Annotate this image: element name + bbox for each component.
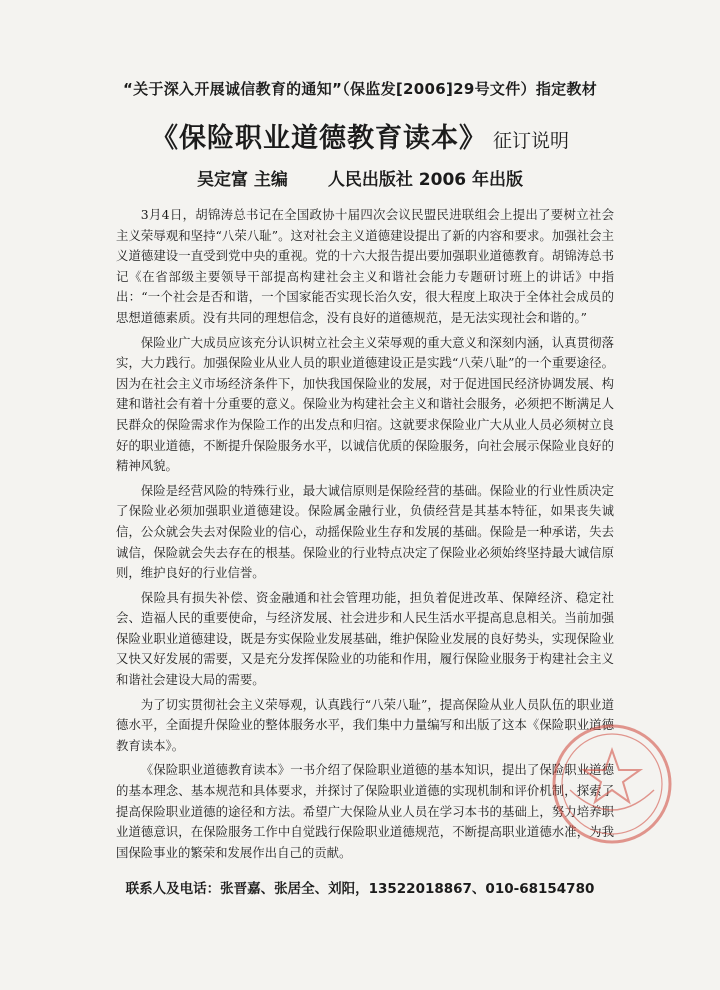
designation-line: “关于深入开展诚信教育的通知”（保监发[2006]29号文件）指定教材 <box>122 80 598 98</box>
title-suffix: 征订说明 <box>492 130 569 152</box>
paragraph: 《保险职业道德教育读本》一书介绍了保险职业道德的基本知识，提出了保险职业道德的基本理念、基本规范和具体要求，并探讨了保险职业道德的实现机制和评价机制，探索了提高保险职业道德的途径和方法。希望广大保险从业人员在学习本书的基础上，努力培养职业道德意识，在保险服务工作中自觉践行保险职业道德规范，不断提高职业道德水准，为我国保险事业的繁荣和发展作出自己的贡献。 <box>116 762 614 860</box>
paragraph: 保险是经营风险的特殊行业，最大诚信原则是保险经营的基础。保险业的行业性质决定了保险业必须加强职业道德建设。保险属金融行业，负债经营是其基本特征，如果丧失诚信，公众就会失去对保险业的信心，动摇保险业生存和发展的基础。保险是一种承诺，失去诚信，保险就会失去存在的根基。保险业的行业特点决定了保险业必须始终坚持最大诚信原则，维护良好的行业信誉。 <box>116 482 614 581</box>
byline <box>40 165 680 190</box>
publisher: 人民出版社 2006 年出版 <box>327 170 524 190</box>
contact-line: 联系人及电话：张晋嘉、张居全、刘阳，13522018867、010-68154780 <box>125 881 595 897</box>
paragraph: 3月4日，胡锦涛总书记在全国政协十届四次会议民盟民进联组会上提出了要树立社会主义荣辱观和坚持“八荣八耻”。这对社会主义道德建设提出了新的内容和要求。加强社会主义道德建设一直受到党中央的重视。党的十六大报告提出要加强职业道德教育。胡锦涛总书记《在省部级主要领导干部提高构建社会主义和谐社会能力专题研讨班上的讲话》中指出：“一个社会是否和谐，一个国家能否实现长治久安，很大程度上取决于全体社会成员的思想道德素质。没有共同的理想信念，没有良好的道德规范，是无法实现社会和谐的。” <box>116 207 614 325</box>
body-text <box>116 205 614 867</box>
book-title: 《保险职业道德教育读本》 <box>150 123 487 154</box>
paragraph: 为了切实贯彻社会主义荣辱观，认真践行“八荣八耻”，提高保险从业人员队伍的职业道德水平，全面提升保险业的整体服务水平，我们集中力量编写和出版了这本《保险职业道德教育读本》。 <box>116 696 614 753</box>
paragraph: 保险具有损失补偿、资金融通和社会管理功能，担负着促进改革、保障经济、稳定社会、造福人民的重要使命，与经济发展、社会进步和人民生活水平提高息息相关。当前加强保险业职业道德建设，既是夯实保险业发展基础，维护保险业发展的良好势头，实现保险业又快又好发展的需要，又是充分发挥保险业的功能和作用，履行保险业服务于构建社会主义和谐社会建设大局的需要。 <box>116 589 614 688</box>
document-title <box>40 116 680 155</box>
editor: 吴定富 主编 <box>196 170 288 190</box>
paragraph: 保险业广大成员应该充分认识树立社会主义荣辱观的重大意义和深刻内涵，认真贯彻落实，大力践行。加强保险业从业人员的职业道德建设正是实践“八荣八耻”的一个重要途径。因为在社会主义市场经济条件下，加快我国保险业的发展，对于促进国民经济协调发展、构建和谐社会有着十分重要的意义。保险业为构建社会主义和谐社会服务，必须把不断满足人民群众的保险需求作为保险工作的出发点和归宿。这就要求保险业广大从业人员必须树立良好的职业道德，不断提升保险服务水平，以诚信优质的保险服务，向社会展示保险业良好的精神风貌。 <box>116 334 614 474</box>
